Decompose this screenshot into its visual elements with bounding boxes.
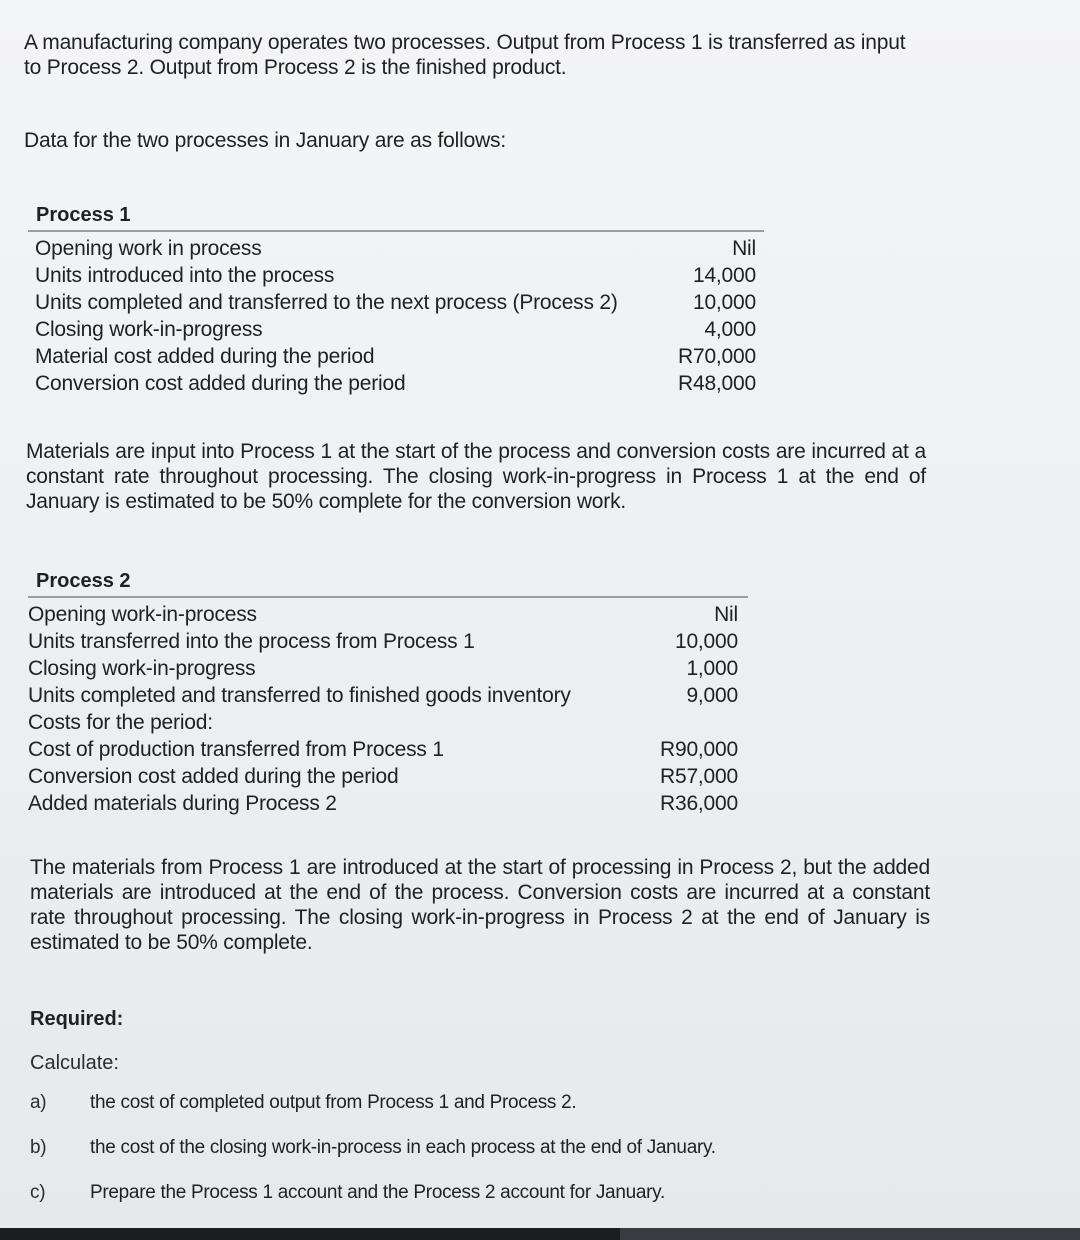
row-value: 4,000 [704, 318, 756, 341]
required-heading: Required: [30, 1008, 124, 1030]
row-value: R36,000 [660, 792, 738, 815]
process-2-table [28, 566, 748, 817]
row-label: Closing work-in-progress [28, 657, 256, 680]
row-label: Material cost added during the period [35, 345, 375, 368]
data-intro-text: Data for the two processes in January are as follows: [24, 129, 506, 152]
row-label: Conversion cost added during the period [28, 765, 399, 788]
row-value: 10,000 [674, 630, 738, 653]
question-letter: c) [30, 1182, 46, 1203]
table-row [28, 790, 748, 817]
row-label: Cost of production transferred from Process 1 [28, 738, 444, 761]
question-item [30, 1092, 576, 1114]
row-label: Closing work-in-progress [35, 318, 263, 341]
question-text: the cost of completed output from Process 1 and Process 2. [90, 1092, 577, 1113]
row-label: Units introduced into the process [35, 264, 335, 287]
table-row [28, 370, 764, 397]
row-label: Added materials during Process 2 [28, 792, 337, 815]
table-row [28, 343, 764, 370]
row-label: Units transferred into the process from Process 1 [28, 630, 475, 653]
row-value: R57,000 [660, 765, 738, 788]
table-row [28, 235, 764, 262]
row-label: Units completed and transferred to the next process (Process 2) [35, 291, 618, 314]
process-1-table [28, 200, 764, 397]
question-text: the cost of the closing work-in-process in each process at the end of January. [90, 1137, 716, 1158]
table-row [28, 709, 748, 736]
table-row [28, 289, 764, 316]
question-item [30, 1137, 716, 1159]
process-2-note: The materials from Process 1 are introduced at the start of processing in Process 2, but the added materials are introduced at the end of the process. Conversion costs are incurred at a constant rate throughout processing. The closing work-in-progress in Process 2 at the end of January is estimated to be 50% complete. [30, 856, 930, 954]
row-label: Conversion cost added during the period [35, 372, 406, 395]
row-label: Costs for the period: [28, 711, 213, 734]
question-letter: b) [30, 1137, 47, 1158]
row-label: Opening work-in-process [28, 603, 257, 626]
table-row [28, 736, 748, 763]
screen-bezel-accent [620, 1228, 1080, 1240]
row-value: Nil [732, 237, 756, 260]
row-value: 14,000 [692, 264, 756, 287]
process-1-note: Materials are input into Process 1 at the start of the process and conversion costs are incurred at a constant rate throughout processing. The closing work-in-progress in Process 1 at the end of January is estimated to be 50% complete for the conversion work. [26, 440, 926, 513]
row-value: 10,000 [692, 291, 756, 314]
row-value: 1,000 [686, 657, 738, 680]
process-1-title: Process 1 [36, 204, 131, 226]
table-row [28, 655, 748, 682]
table-rule [28, 230, 764, 232]
table-row [28, 601, 748, 628]
table-row [28, 316, 764, 343]
table-rule [28, 596, 748, 598]
table-row [28, 763, 748, 790]
table-row [28, 682, 748, 709]
table-row [28, 262, 764, 289]
intro-paragraph: A manufacturing company operates two processes. Output from Process 1 is transferred as input to Process 2. Output from Process 2 is the finished product. [24, 31, 906, 79]
row-value: R48,000 [678, 372, 756, 395]
process-2-title: Process 2 [36, 570, 131, 592]
calculate-label: Calculate: [30, 1052, 119, 1074]
row-value: Nil [714, 603, 738, 626]
question-letter: a) [30, 1092, 47, 1113]
row-value: R90,000 [660, 738, 738, 761]
row-label: Opening work in process [35, 237, 262, 260]
row-value [738, 709, 748, 736]
question-item [30, 1182, 665, 1204]
question-text: Prepare the Process 1 account and the Process 2 account for January. [90, 1182, 665, 1203]
table-row [28, 628, 748, 655]
row-label: Units completed and transferred to finished goods inventory [28, 684, 571, 707]
row-value: R70,000 [678, 345, 756, 368]
row-value: 9,000 [686, 684, 738, 707]
